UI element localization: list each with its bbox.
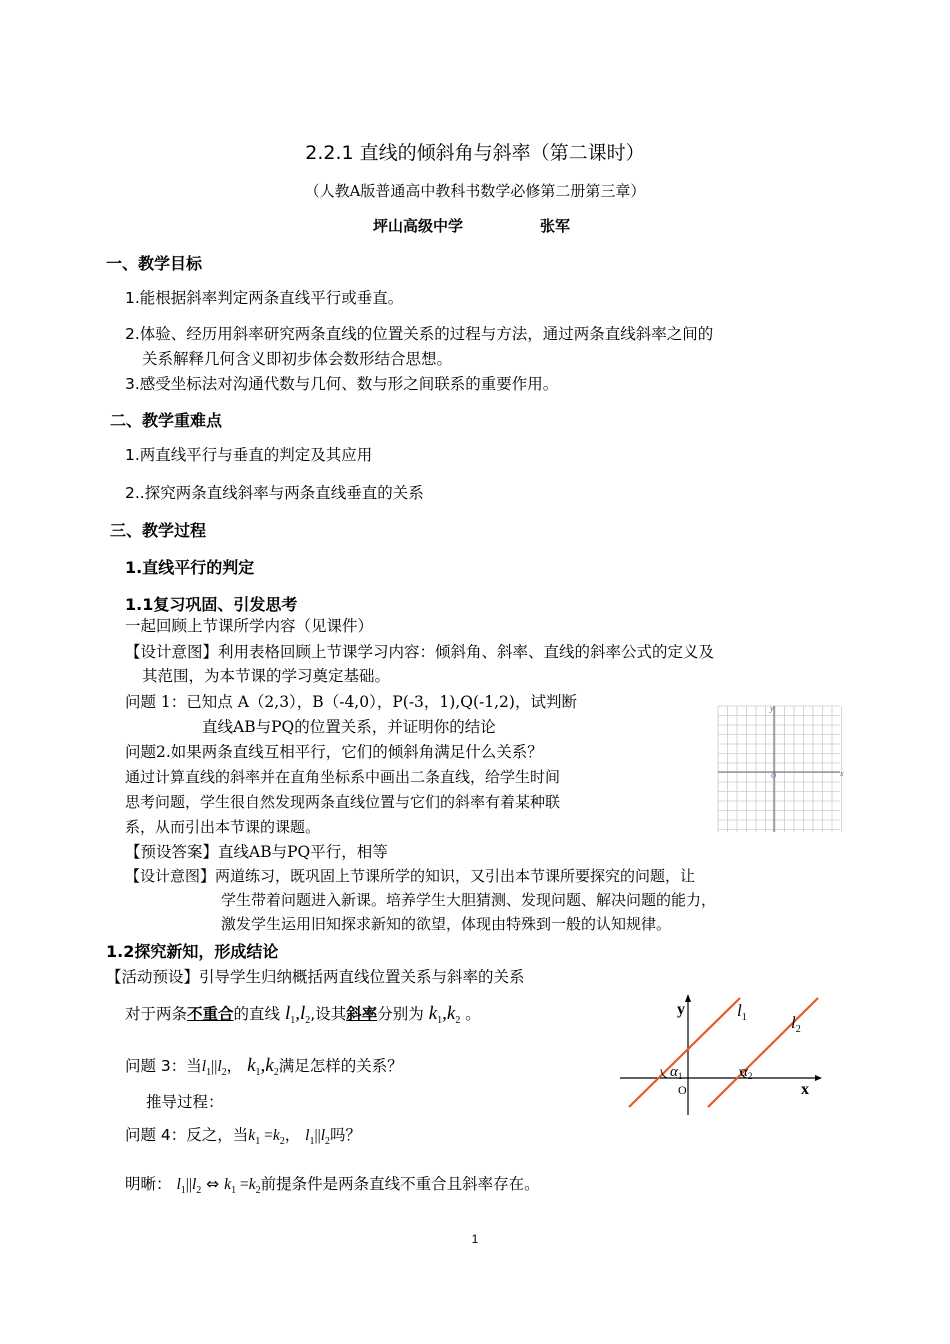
school-name: 坪山高级中学 — [373, 217, 464, 235]
paragraph: 思考问题，学生很自然发现两条直线位置与它们的斜率有着某种联 — [125, 793, 561, 811]
page-subtitle: （人教A版普通高中教科书数学必修第二册第三章） — [304, 182, 646, 200]
list-item: 2.体验、经历用斜率研究两条直线的位置关系的过程与方法，通过两条直线斜率之间的 — [125, 325, 714, 343]
paragraph: 一起回顾上节课所学内容（见课件） — [125, 617, 374, 635]
section-heading: 三、教学过程 — [110, 521, 207, 540]
origin-label: O — [678, 1083, 687, 1097]
origin-label: O — [771, 772, 777, 780]
subsection-heading: 1.直线平行的判定 — [125, 558, 255, 577]
x-axis-arrow — [815, 1075, 822, 1081]
list-item: 2..探究两条直线斜率与两条直线垂直的关系 — [125, 484, 424, 502]
paragraph: 通过计算直线的斜率并在直角坐标系中画出二条直线，给学生时间 — [125, 768, 561, 786]
definition-line: 对于两条不重合的直线 $l_1,l_2$,设其斜率分别为 $k_1,k_2$ 。 — [125, 1003, 481, 1026]
section-heading: 一、教学目标 — [106, 254, 203, 273]
parallel-lines-figure — [615, 990, 825, 1120]
paragraph: 【活动预设】引导学生归纳概括两直线位置关系与斜率的关系 — [106, 968, 525, 986]
alpha1-label: $\alpha_1$ — [670, 1064, 683, 1081]
alpha2-label: $\alpha_2$ — [740, 1064, 753, 1081]
paragraph: 问题2.如果两条直线互相平行，它们的倾斜角满足什么关系？ — [125, 743, 543, 761]
paragraph: 问题 1：已知点 A（2,3），B（-4,0），P(-3，1),Q(-1,2)，试判断 — [125, 693, 577, 711]
subsection-heading: 1.2探究新知，形成结论 — [106, 942, 279, 961]
paragraph: 推导过程： — [146, 1093, 224, 1111]
list-item: 1.两直线平行与垂直的判定及其应用 — [125, 446, 373, 464]
paragraph: 其范围，为本节课的学习奠定基础。 — [142, 667, 391, 685]
list-item: 关系解释几何含义即初步体会数形结合思想。 — [142, 350, 453, 368]
subsection-heading: 1.1复习巩固、引发思考 — [125, 595, 298, 614]
l2-label: $l_2$ — [791, 1013, 801, 1035]
question-3: 问题 3：当$l_1||l_2$， $k_1,k_2$满足怎样的关系？ — [125, 1055, 403, 1078]
y-axis-arrow — [685, 994, 691, 1002]
paragraph: 【预设答案】直线AB与PQ平行，相等 — [125, 843, 388, 861]
list-item: 1.能根据斜率判定两条直线平行或垂直。 — [125, 289, 404, 307]
clarification: 明晰： $l_1||l_2$ ⇔ $k_1 =k_2$前提条件是两条直线不重合且斜率存在。 — [125, 1175, 540, 1196]
paragraph: 直线AB与PQ的位置关系，并证明你的结论 — [202, 718, 496, 736]
l1-label: $l_1$ — [737, 1001, 747, 1023]
paragraph: 激发学生运用旧知探求新知的欲望，体现由特殊到一般的认知规律。 — [221, 915, 672, 933]
question-4: 问题 4：反之，当$k_1 =k_2$， $l_1||l_2$吗？ — [125, 1126, 362, 1147]
section-heading: 二、教学重难点 — [110, 411, 223, 430]
paragraph: 系，从而引出本节课的课题。 — [125, 818, 321, 836]
y-axis-label: y — [677, 1001, 685, 1018]
page-title: 2.2.1 直线的倾斜角与斜率（第二课时） — [305, 142, 645, 164]
paragraph: 学生带着问题进入新课。培养学生大胆猜测、发现问题、解决问题的能力， — [221, 891, 717, 909]
paragraph: 【设计意图】利用表格回顾上节课学习内容：倾斜角、斜率、直线的斜率公式的定义及 — [125, 643, 715, 661]
paragraph: 【设计意图】两道练习，既巩固上节课所学的知识，又引出本节课所要探究的问题，让 — [125, 867, 696, 885]
x-axis-label: x — [840, 769, 844, 778]
x-axis-label: x — [801, 1081, 809, 1098]
y-axis-label: y — [770, 704, 774, 713]
page-number: 1 — [471, 1232, 479, 1246]
author-name: 张军 — [540, 217, 571, 235]
coordinate-grid-figure — [714, 702, 848, 836]
list-item: 3.感受坐标法对沟通代数与几何、数与形之间联系的重要作用。 — [125, 375, 559, 393]
